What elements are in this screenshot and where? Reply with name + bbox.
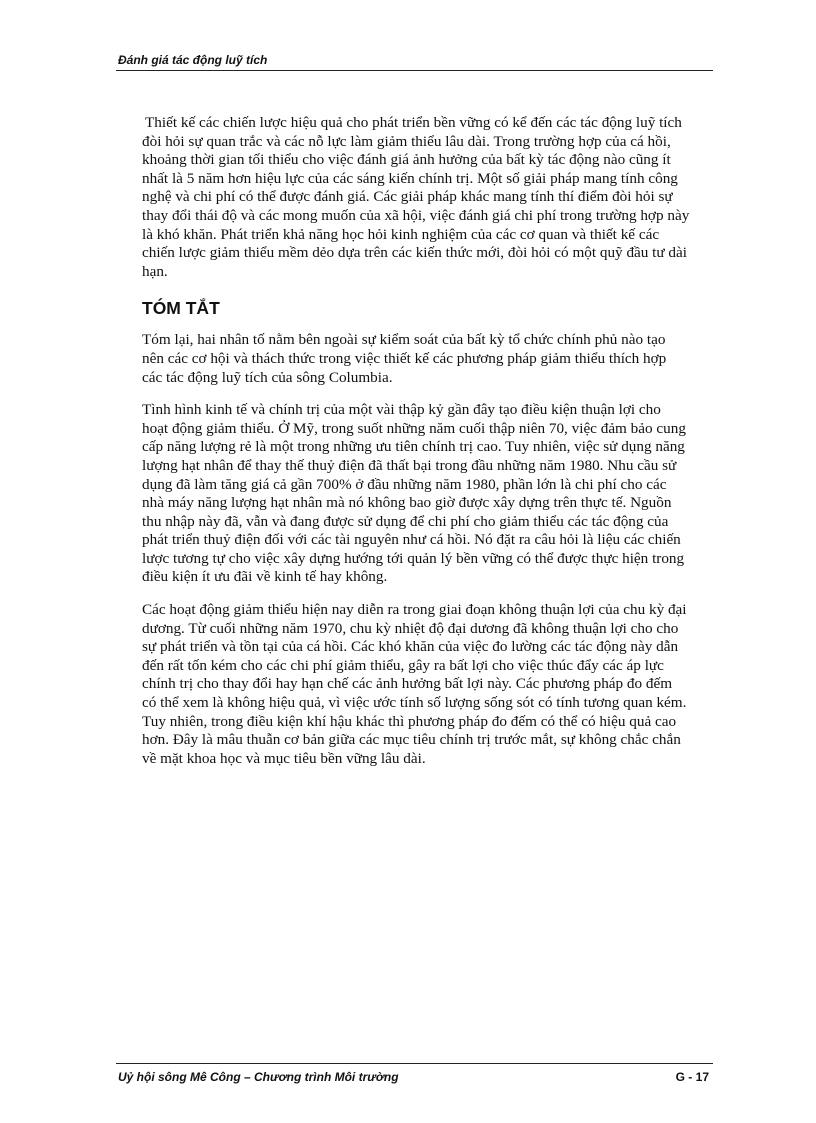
running-header-title: Đánh giá tác động luỹ tích xyxy=(118,53,268,67)
summary-paragraph-3: Các hoạt động giảm thiểu hiện nay diễn ra trong giai đoạn không thuận lợi của chu kỳ đại dương. Từ cuối những năm 1970, chu kỳ nhiệt độ đại dương đã không thuận lợi cho cho sự phát triển và tồn tại của cá hồi. Các khó khăn của việc đo lường các tác động này dẫn đến rất tốn kém cho các chi phí giảm thiểu, gây ra bất lợi cho việc thúc đẩy các áp lực chính trị cho thay đổi hay hạn chế các ảnh hưởng bất lợi này. Các phương pháp đo đếm có thể xem là không hiệu quả, vì việc ước tính số lượng sống sót có tính tương quan kém. Tuy nhiên, trong điều kiện khí hậu khác thì phương pháp đo đếm có thể có hiệu quả cao hơn. Đây là mâu thuẫn cơ bản giữa các mục tiêu chính trị trước mắt, sự không chắc chắn về mặt khoa học và mục tiêu bền vững lâu dài. xyxy=(142,601,687,767)
page-body xyxy=(142,114,690,782)
intro-paragraph: Thiết kế các chiến lược hiệu quả cho phát triển bền vững có kể đến các tác động luỹ tích đòi hỏi sự quan trắc và các nỗ lực làm giảm thiểu lâu dài. Trong trường hợp của cá hồi, khoảng thời gian tối thiểu cho việc đánh giá ảnh hưởng của bất kỳ tác động nào cũng ít nhất là 5 năm hơn hiệu lực của các sáng kiến chính trị. Một số giải pháp mang tính công nghệ và chi phí có thể được đánh giá. Các giải pháp khác mang tính thí điểm đòi hỏi sự thay đổi thái độ và các mong muốn của xã hội, việc đánh giá chi phí trong trường hợp này là khó khăn. Phát triển khả năng học hỏi kinh nghiệm của các cơ quan và thiết kế các chiến lược giảm thiểu mềm dẻo dựa trên các kiến thức mới, đòi hỏi có một quỹ đầu tư dài hạn. xyxy=(142,114,690,280)
section-heading-summary: TÓM TẮT xyxy=(142,298,220,319)
running-footer xyxy=(116,1063,713,1088)
page-number: G - 17 xyxy=(675,1070,709,1084)
summary-paragraph-1: Tóm lại, hai nhân tố nằm bên ngoài sự kiểm soát của bất kỳ tổ chức chính phủ nào tạo nên các cơ hội và thách thức trong việc thiết kế các phương pháp giảm thiểu thích hợp các tác động luỹ tích của sông Columbia. xyxy=(142,331,667,386)
summary-paragraph-2: Tình hình kinh tế và chính trị của một vài thập kỷ gần đây tạo điều kiện thuận lợi cho hoạt động giảm thiểu. Ở Mỹ, trong suốt những năm cuối thập niên 70, việc đảm bảo cung cấp năng lượng rẻ là một trong những ưu tiên chính trị cao. Tuy nhiên, việc sử dụng năng lượng hạt nhân để thay thế thuỷ điện đã thất bại trong đầu những năm 1980. Nhu cầu sử dụng đã làm tăng giá cả gần 700% ở đầu những năm 1980, phần lớn là chi phí cho các nhà máy năng lượng hạt nhân mà nó không bao giờ được xây dựng trên thực tế. Nguồn thu nhập này đã, vẫn và đang được sử dụng để chi phí cho giảm thiểu các tác động của phát triển thuỷ điện đối với các tài nguyên như cá hồi. Nó đặt ra câu hỏi là liệu các chiến lược tương tự cho việc xây dựng hướng tới quản lý bền vững có thể được thực hiện trong điều kiện ít ưu đãi về kinh tế hay không. xyxy=(142,401,686,586)
running-header xyxy=(116,50,713,71)
footer-organization: Uỷ hội sông Mê Công – Chương trình Môi trường xyxy=(118,1070,399,1084)
